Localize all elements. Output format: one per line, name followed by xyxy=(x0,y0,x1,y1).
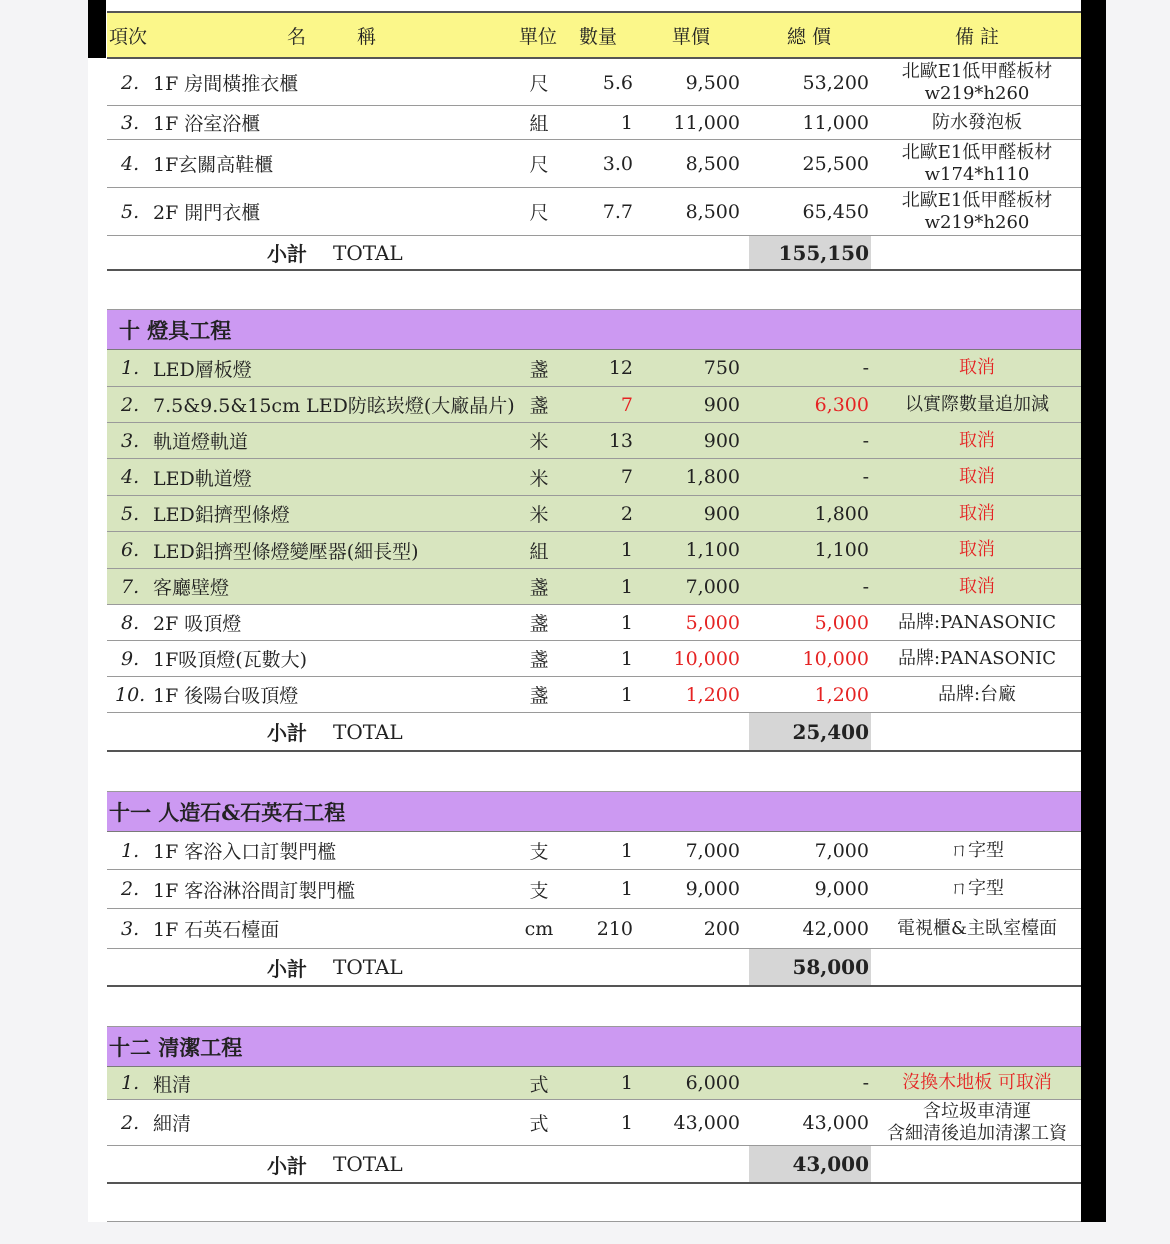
row-name: 粗清 xyxy=(153,1073,192,1096)
row-number: 8. xyxy=(121,611,140,634)
subtotal-total-label: TOTAL xyxy=(333,240,403,265)
row-price: 900 xyxy=(703,429,740,452)
row-number: 7. xyxy=(121,575,140,598)
row-unit: 盞 xyxy=(529,685,549,707)
table-row xyxy=(107,140,1081,188)
row-price: 1,100 xyxy=(685,539,740,561)
table-row xyxy=(107,870,1081,909)
row-qty: 7 xyxy=(620,393,633,416)
table-row xyxy=(107,60,1081,106)
row-name: 1F吸頂燈(瓦數大) xyxy=(153,649,308,671)
row-total: 53,200 xyxy=(802,71,869,94)
row-number: 1. xyxy=(121,357,140,379)
header-item: 項次 xyxy=(109,25,148,48)
header-qty: 數量 xyxy=(579,25,618,48)
section-header-stone xyxy=(107,792,1081,832)
row-unit: 盞 xyxy=(529,649,549,671)
row-price: 8,500 xyxy=(685,200,740,223)
row-note: 取消 xyxy=(959,539,995,560)
table-row xyxy=(107,641,1081,677)
row-price: 1,800 xyxy=(685,466,740,488)
row-qty: 1 xyxy=(620,611,633,634)
row-unit: 支 xyxy=(529,879,549,902)
table-row xyxy=(107,677,1081,713)
row-total: - xyxy=(862,357,869,379)
row-unit: 米 xyxy=(529,504,549,526)
row-note-line2: w219*h260 xyxy=(924,211,1030,233)
spacer-row xyxy=(107,271,1081,310)
row-unit: 盞 xyxy=(529,395,549,417)
spacer-row xyxy=(107,987,1081,1027)
row-price: 9,500 xyxy=(685,71,740,94)
row-number: 4. xyxy=(121,466,140,488)
row-number: 2. xyxy=(121,878,140,900)
row-number: 3. xyxy=(121,429,140,452)
row-name: 1F 石英石檯面 xyxy=(153,919,280,941)
subtotal-row xyxy=(107,236,1081,271)
row-qty: 3.0 xyxy=(602,152,633,175)
row-unit: 盞 xyxy=(529,613,549,635)
row-total: - xyxy=(862,466,869,488)
table-row xyxy=(107,832,1081,870)
row-qty: 1 xyxy=(620,111,633,134)
row-qty: 2 xyxy=(620,502,633,525)
table-row xyxy=(107,423,1081,459)
row-name: 2F 開門衣櫃 xyxy=(153,202,261,224)
row-note-line2: 含細清後追加清潔工資 xyxy=(887,1122,1067,1144)
subtotal-label: 小計 xyxy=(267,1153,307,1178)
header-name-a: 名 xyxy=(287,25,307,48)
row-price: 900 xyxy=(703,393,740,416)
row-qty: 5.6 xyxy=(602,71,633,94)
row-number: 1. xyxy=(121,839,140,862)
row-note: 沒換木地板 可取消 xyxy=(902,1072,1052,1093)
row-price: 1,200 xyxy=(685,683,740,706)
row-total: 43,000 xyxy=(802,1111,869,1134)
row-number: 5. xyxy=(121,502,140,525)
row-total: 11,000 xyxy=(802,111,869,134)
row-qty: 7 xyxy=(620,466,633,488)
row-name: 1F 浴室浴櫃 xyxy=(153,113,261,135)
row-note: 取消 xyxy=(959,575,995,597)
row-total: 25,500 xyxy=(802,152,869,175)
row-unit: 支 xyxy=(529,841,549,863)
row-note xyxy=(879,1100,1075,1145)
row-name: 軌道燈軌道 xyxy=(153,431,249,453)
row-unit: 盞 xyxy=(529,358,549,381)
row-qty: 1 xyxy=(620,1072,633,1094)
subtotal-value: 25,400 xyxy=(749,713,871,750)
row-qty: 210 xyxy=(596,917,633,940)
row-qty: 12 xyxy=(608,357,633,379)
row-qty: 1 xyxy=(620,1111,633,1134)
table-row xyxy=(107,909,1081,949)
header-total: 總 價 xyxy=(787,25,832,48)
subtotal-row xyxy=(107,1146,1081,1184)
header-price: 單價 xyxy=(672,25,711,48)
row-total: 7,000 xyxy=(814,839,869,862)
subtotal-row xyxy=(107,949,1081,987)
row-note-line2: w219*h260 xyxy=(924,82,1030,104)
subtotal-total-label: TOTAL xyxy=(333,719,403,744)
row-total: 6,300 xyxy=(814,393,869,416)
row-total: - xyxy=(862,1072,869,1094)
row-price: 200 xyxy=(703,917,740,940)
row-qty: 13 xyxy=(608,429,633,452)
row-number: 3. xyxy=(121,111,140,134)
table-row xyxy=(107,188,1081,236)
row-number: 4. xyxy=(121,152,140,175)
subtotal-row xyxy=(107,713,1081,752)
row-note-line1: 含垃圾車清運 xyxy=(923,1100,1031,1122)
row-name: 細清 xyxy=(153,1113,192,1135)
row-price: 900 xyxy=(703,502,740,525)
table-header xyxy=(107,11,1081,59)
row-number: 2. xyxy=(121,393,140,416)
row-total: - xyxy=(862,575,869,598)
row-name: LED軌道燈 xyxy=(153,467,252,490)
row-qty: 1 xyxy=(620,878,633,900)
row-note: 取消 xyxy=(959,429,995,451)
row-total: 1,100 xyxy=(814,539,869,561)
row-price: 5,000 xyxy=(685,611,740,634)
subtotal-value: 43,000 xyxy=(749,1146,871,1182)
table-row xyxy=(107,605,1081,641)
row-number: 3. xyxy=(121,917,140,940)
row-unit: 米 xyxy=(529,467,549,490)
header-name-b: 稱 xyxy=(357,25,377,48)
row-price: 6,000 xyxy=(685,1072,740,1094)
row-note-line1: 北歐E1低甲醛板材 xyxy=(901,60,1053,82)
row-total: 10,000 xyxy=(802,647,869,670)
table-row xyxy=(107,532,1081,569)
row-total: 9,000 xyxy=(814,878,869,900)
spacer-row xyxy=(107,752,1081,792)
row-total: 5,000 xyxy=(814,611,869,634)
row-note-line1: 北歐E1低甲醛板材 xyxy=(901,189,1053,211)
row-note: 防水發泡板 xyxy=(932,111,1022,133)
row-qty: 1 xyxy=(620,683,633,706)
row-note: 電視櫃&主臥室檯面 xyxy=(896,917,1058,939)
row-note: ㄇ字型 xyxy=(950,878,1004,899)
row-price: 7,000 xyxy=(685,839,740,862)
row-unit: 尺 xyxy=(529,154,549,176)
table-row xyxy=(107,106,1081,140)
left-border-bar xyxy=(88,0,106,58)
row-unit: 米 xyxy=(529,431,549,453)
row-qty: 1 xyxy=(620,839,633,862)
row-note: 品牌:PANASONIC xyxy=(898,611,1056,633)
row-price: 11,000 xyxy=(673,111,740,134)
row-unit: 組 xyxy=(529,113,549,135)
row-name: 1F 後陽台吸頂燈 xyxy=(153,685,299,707)
row-note xyxy=(879,140,1075,187)
row-price: 8,500 xyxy=(685,152,740,175)
subtotal-label: 小計 xyxy=(267,242,307,266)
row-unit: 尺 xyxy=(529,73,549,95)
row-note: 取消 xyxy=(959,357,995,378)
row-price: 9,000 xyxy=(685,878,740,900)
row-note xyxy=(879,188,1075,235)
table-row xyxy=(107,387,1081,423)
row-note: 取消 xyxy=(959,466,995,487)
row-unit: 式 xyxy=(529,1073,549,1096)
subtotal-value: 155,150 xyxy=(749,236,871,269)
row-unit: 尺 xyxy=(529,202,549,224)
row-unit: 組 xyxy=(529,540,549,563)
row-total: - xyxy=(862,429,869,452)
row-name: 1F 客浴入口訂製門檻 xyxy=(153,841,337,863)
row-name: LED層板燈 xyxy=(153,358,252,381)
row-unit: cm xyxy=(524,917,554,940)
row-name: 2F 吸頂燈 xyxy=(153,613,242,635)
table-row xyxy=(107,1100,1081,1146)
row-note: 品牌:台廠 xyxy=(937,683,1017,705)
row-unit: 式 xyxy=(529,1113,549,1135)
row-name: 7.5&9.5&15cm LED防眩崁燈(大廠晶片) xyxy=(153,395,515,417)
row-number: 5. xyxy=(121,200,140,223)
section-header-cleaning xyxy=(107,1027,1081,1067)
row-number: 2. xyxy=(121,71,140,94)
row-note: 取消 xyxy=(959,502,995,524)
row-total: 42,000 xyxy=(802,917,869,940)
section-title: 十 燈具工程 xyxy=(119,317,232,343)
row-note xyxy=(879,60,1075,105)
row-note: 以實際數量追加減 xyxy=(905,393,1049,415)
subtotal-label: 小計 xyxy=(267,956,307,981)
section-header-lighting xyxy=(107,310,1081,350)
header-note: 備 註 xyxy=(955,25,1000,48)
row-note-line2: w174*h110 xyxy=(924,163,1030,185)
row-price: 750 xyxy=(703,357,740,379)
table-row xyxy=(107,569,1081,605)
row-note: 品牌:PANASONIC xyxy=(898,647,1056,669)
row-total: 1,200 xyxy=(814,683,869,706)
header-unit: 單位 xyxy=(519,25,558,48)
row-number: 1. xyxy=(121,1072,140,1094)
row-name: 1F 客浴淋浴間訂製門檻 xyxy=(153,879,356,902)
table-row xyxy=(107,459,1081,496)
table-row xyxy=(107,1067,1081,1100)
row-total: 65,450 xyxy=(802,200,869,223)
right-border-bar xyxy=(1081,0,1106,1222)
row-price: 7,000 xyxy=(685,575,740,598)
row-qty: 1 xyxy=(620,575,633,598)
row-name: 1F 房間橫推衣櫃 xyxy=(153,73,299,95)
subtotal-total-label: TOTAL xyxy=(333,1152,403,1176)
row-unit: 盞 xyxy=(529,577,549,599)
table-row xyxy=(107,496,1081,532)
row-number: 9. xyxy=(121,647,140,670)
row-qty: 1 xyxy=(620,539,633,561)
section-title: 十二 清潔工程 xyxy=(109,1034,243,1060)
row-price: 43,000 xyxy=(673,1111,740,1134)
row-number: 2. xyxy=(121,1111,140,1134)
table-row xyxy=(107,350,1081,387)
spacer-row xyxy=(107,1184,1081,1222)
section-title: 十一 人造石&石英石工程 xyxy=(109,799,346,825)
row-total: 1,800 xyxy=(814,502,869,525)
subtotal-value: 58,000 xyxy=(749,949,871,985)
row-note-line1: 北歐E1低甲醛板材 xyxy=(901,141,1053,163)
row-number: 10. xyxy=(115,683,146,706)
row-qty: 7.7 xyxy=(602,200,633,223)
row-price: 10,000 xyxy=(673,647,740,670)
row-number: 6. xyxy=(121,539,140,561)
row-note: ㄇ字型 xyxy=(950,839,1004,861)
subtotal-total-label: TOTAL xyxy=(333,955,403,979)
row-name: 客廳壁燈 xyxy=(153,577,230,599)
subtotal-label: 小計 xyxy=(267,721,307,745)
row-name: 1F玄關高鞋櫃 xyxy=(153,154,274,176)
row-qty: 1 xyxy=(620,647,633,670)
row-name: LED鋁擠型條燈變壓器(細長型) xyxy=(153,540,419,563)
row-name: LED鋁擠型條燈 xyxy=(153,504,290,526)
